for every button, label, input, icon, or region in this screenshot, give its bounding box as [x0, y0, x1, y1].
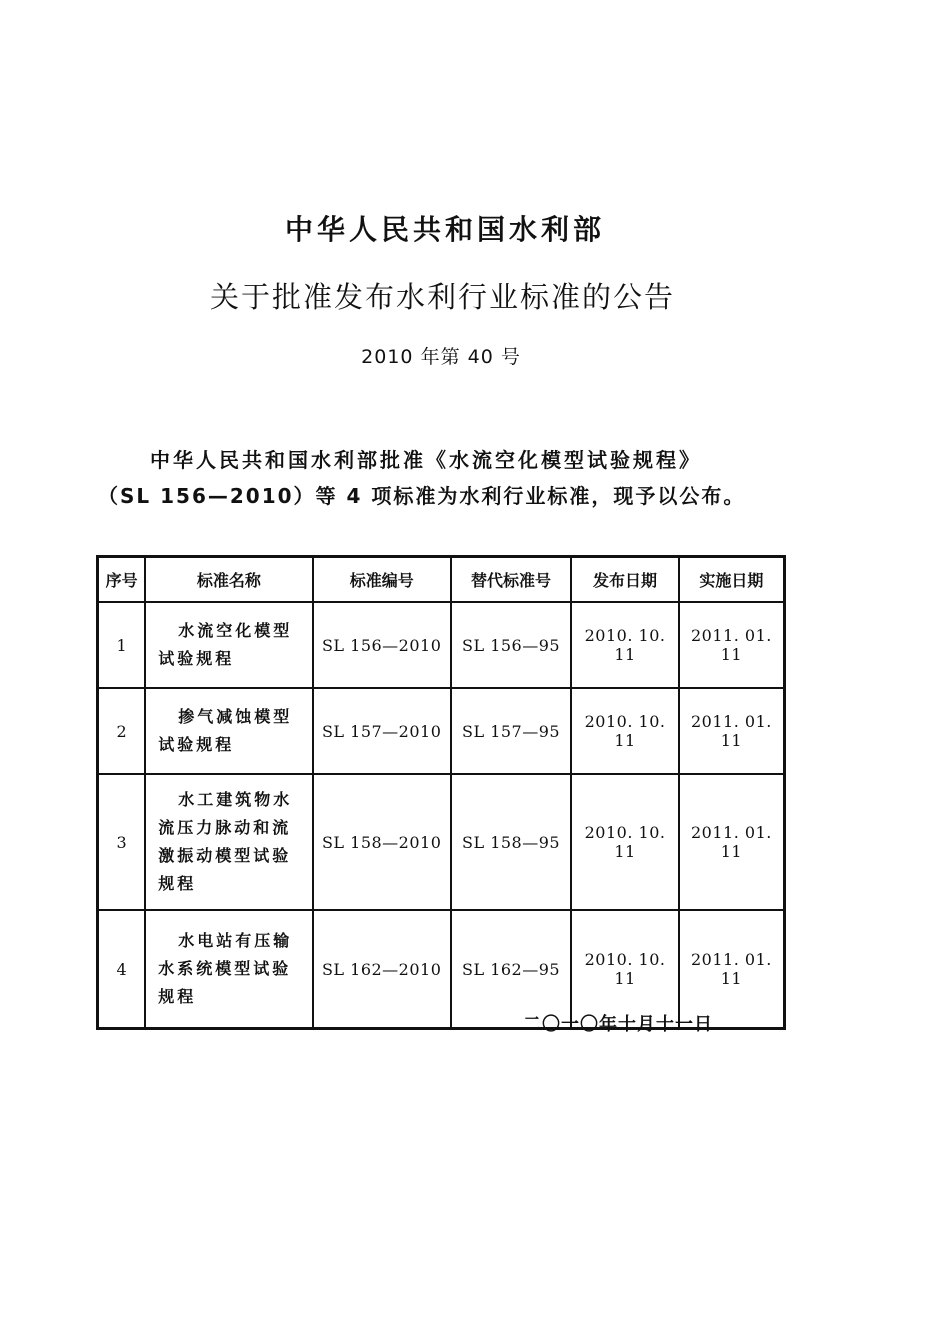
header-code: 标准编号 — [313, 557, 451, 603]
cell-effective-date: 2011. 01. 11 — [679, 910, 785, 1029]
cell-replaces: SL 156—95 — [451, 602, 571, 688]
cell-replaces: SL 158—95 — [451, 774, 571, 910]
cell-name-text: 水工建筑物水流压力脉动和流激振动模型试验规程 — [158, 790, 293, 893]
cell-no: 2 — [98, 688, 146, 774]
cell-name — [145, 774, 312, 910]
document-number: 2010 年第 40 号 — [361, 346, 521, 368]
cell-name — [145, 910, 312, 1029]
cell-name — [145, 688, 312, 774]
cell-replaces: SL 162—95 — [451, 910, 571, 1029]
standards-table — [96, 555, 786, 1030]
header-publish-date: 发布日期 — [571, 557, 679, 603]
body-line-1: 中华人民共和国水利部批准《水流空化模型试验规程》 — [150, 448, 702, 472]
cell-effective-date: 2011. 01. 11 — [679, 602, 785, 688]
cell-name — [145, 602, 312, 688]
cell-code: SL 158—2010 — [313, 774, 451, 910]
header-no: 序号 — [98, 557, 146, 603]
announcement-body — [98, 442, 798, 514]
announcement-date: 二〇一〇年十月十一日 — [523, 1014, 713, 1035]
cell-name-text: 水流空化模型试验规程 — [158, 621, 293, 668]
cell-replaces: SL 157—95 — [451, 688, 571, 774]
cell-no: 3 — [98, 774, 146, 910]
body-line-2: （SL 156—2010）等 4 项标准为水利行业标准，现予以公布。 — [98, 484, 746, 508]
header-effective-date: 实施日期 — [679, 557, 785, 603]
cell-effective-date: 2011. 01. 11 — [679, 774, 785, 910]
cell-name-text: 掺气减蚀模型试验规程 — [158, 707, 293, 754]
cell-code: SL 162—2010 — [313, 910, 451, 1029]
header-name: 标准名称 — [145, 557, 312, 603]
announcement-title: 关于批准发布水利行业标准的公告 — [209, 280, 675, 314]
cell-publish-date: 2010. 10. 11 — [571, 910, 679, 1029]
table-row — [98, 774, 785, 910]
cell-code: SL 156—2010 — [313, 602, 451, 688]
header-replaces: 替代标准号 — [451, 557, 571, 603]
cell-code: SL 157—2010 — [313, 688, 451, 774]
cell-publish-date: 2010. 10. 11 — [571, 774, 679, 910]
cell-no: 4 — [98, 910, 146, 1029]
cell-name-text: 水电站有压输水系统模型试验规程 — [158, 931, 293, 1006]
ministry-name: 中华人民共和国水利部 — [284, 213, 605, 246]
cell-effective-date: 2011. 01. 11 — [679, 688, 785, 774]
table-row — [98, 688, 785, 774]
table-header-row — [98, 557, 785, 603]
cell-publish-date: 2010. 10. 11 — [571, 688, 679, 774]
cell-publish-date: 2010. 10. 11 — [571, 602, 679, 688]
cell-no: 1 — [98, 602, 146, 688]
table-row — [98, 602, 785, 688]
